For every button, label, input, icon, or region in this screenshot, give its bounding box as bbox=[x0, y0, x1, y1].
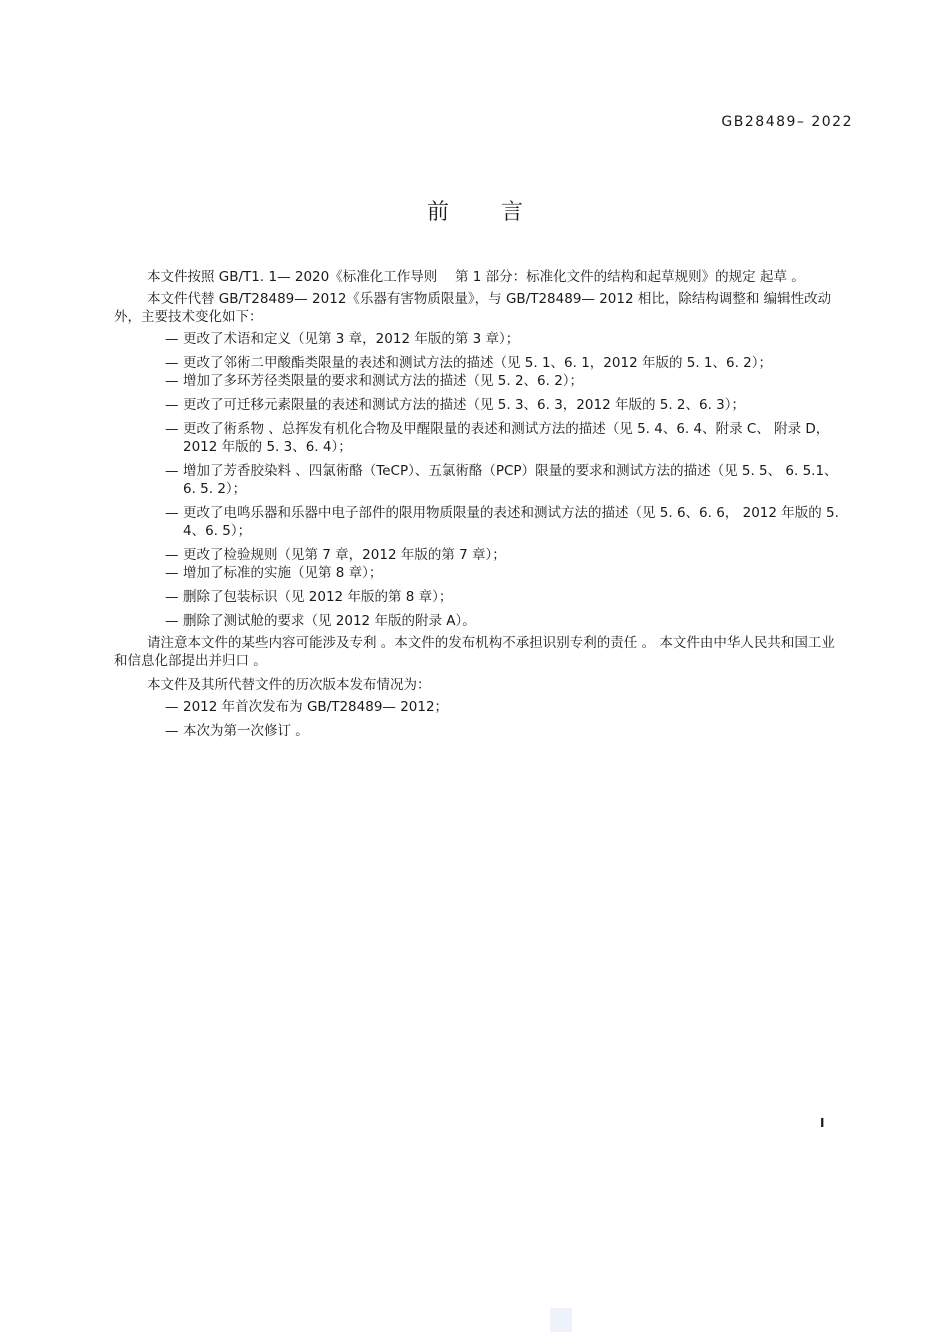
list-item-text: 更改了电鸣乐器和乐器中电子部件的限用物质限量的表述和测试方法的描述（见 5. 6、6. 6， 2012 年版的 5. 4、6. 5）； bbox=[183, 505, 839, 539]
list-item bbox=[114, 372, 844, 390]
list-item-text: 更改了邻術二甲酸酯类限量的表述和测试方法的描述（见 5. 1、6. 1，2012 年版的 5. 1、6. 2）； bbox=[183, 355, 773, 371]
dash-marker: — bbox=[165, 373, 179, 389]
paragraph-replacement: 本文件代替 GB/T28489— 2012《乐器有害物质限量》，与 GB/T28489— 2012 相比，除结构调整和 编辑性改动外，主要技术变化如下： bbox=[114, 291, 832, 325]
list-item bbox=[114, 504, 844, 540]
list-item-text: 更改了检验规则（见第 7 章，2012 年版的第 7 章）； bbox=[183, 547, 506, 563]
changes-list bbox=[114, 330, 844, 630]
paragraph-history-intro: 本文件及其所代替文件的历次版本发布情况为： bbox=[147, 677, 431, 693]
dash-marker: — bbox=[165, 547, 179, 563]
foreword-body bbox=[114, 268, 844, 744]
list-item bbox=[114, 330, 844, 348]
list-item bbox=[114, 612, 844, 630]
dash-marker: — bbox=[165, 505, 179, 521]
list-item-text: 增加了多环芳径类限量的要求和测试方法的描述（见 5. 2、6. 2）； bbox=[183, 373, 584, 389]
footer-mark bbox=[550, 1308, 572, 1332]
list-item-text: 删除了包装标识（见 2012 年版的第 8 章）； bbox=[183, 589, 453, 605]
list-item bbox=[114, 564, 844, 582]
list-item-text: 2012 年首次发布为 GB/T28489— 2012； bbox=[183, 699, 449, 715]
paragraph-patent-notice: 请注意本文件的某些内容可能涉及专利 。本文件的发布机构不承担识别专利的责任 。 本文件由中华人民共和国工业和信息化部提出并归口 。 bbox=[114, 635, 835, 669]
list-item bbox=[114, 546, 844, 564]
page-number: I bbox=[820, 1116, 825, 1130]
page-title: 前言 bbox=[426, 200, 575, 225]
list-item-text: 增加了标准的实施（见第 8 章）； bbox=[183, 565, 383, 581]
list-item-text: 删除了测试舱的要求（见 2012 年版的附录 A）。 bbox=[183, 613, 476, 629]
list-item-text: 更改了可迁移元素限量的表述和测试方法的描述（见 5. 3、6. 3，2012 年版的 5. 2、6. 3）； bbox=[183, 397, 746, 413]
paragraph-drafting-rules: 本文件按照 GB/T1. 1— 2020《标准化工作导则 第 1 部分：标准化文件的结构和起草规则》的规定 起草 。 bbox=[147, 269, 805, 285]
dash-marker: — bbox=[165, 331, 179, 347]
dash-marker: — bbox=[165, 397, 179, 413]
list-item bbox=[114, 462, 844, 498]
dash-marker: — bbox=[165, 723, 179, 739]
list-item bbox=[114, 588, 844, 606]
list-item bbox=[114, 396, 844, 414]
dash-marker: — bbox=[165, 421, 179, 437]
list-item bbox=[114, 722, 844, 740]
standard-code: GB28489– 2022 bbox=[721, 114, 853, 130]
dash-marker: — bbox=[165, 613, 179, 629]
dash-marker: — bbox=[165, 355, 179, 371]
list-item bbox=[114, 698, 844, 716]
dash-marker: — bbox=[165, 589, 179, 605]
list-item-text: 更改了术语和定义（见第 3 章，2012 年版的第 3 章）； bbox=[183, 331, 520, 347]
dash-marker: — bbox=[165, 565, 179, 581]
dash-marker: — bbox=[165, 463, 179, 479]
list-item-text: 更改了術系物 、总挥发有机化合物及甲醒限量的表述和测试方法的描述（见 5. 4、6. 4、附录 C、 附录 D，2012 年版的 5. 3、6. 4）； bbox=[183, 421, 830, 455]
list-item-text: 本次为第一次修订 。 bbox=[183, 723, 309, 739]
history-list bbox=[114, 698, 844, 740]
dash-marker: — bbox=[165, 699, 179, 715]
list-item bbox=[114, 420, 844, 456]
list-item-text: 增加了芳香胶染料 、四氯術酪（TeCP）、五氯術酪（PCP）限量的要求和测试方法的描述（见 5. 5、 6. 5.1、6. 5. 2）； bbox=[183, 463, 838, 497]
list-item bbox=[114, 354, 844, 372]
